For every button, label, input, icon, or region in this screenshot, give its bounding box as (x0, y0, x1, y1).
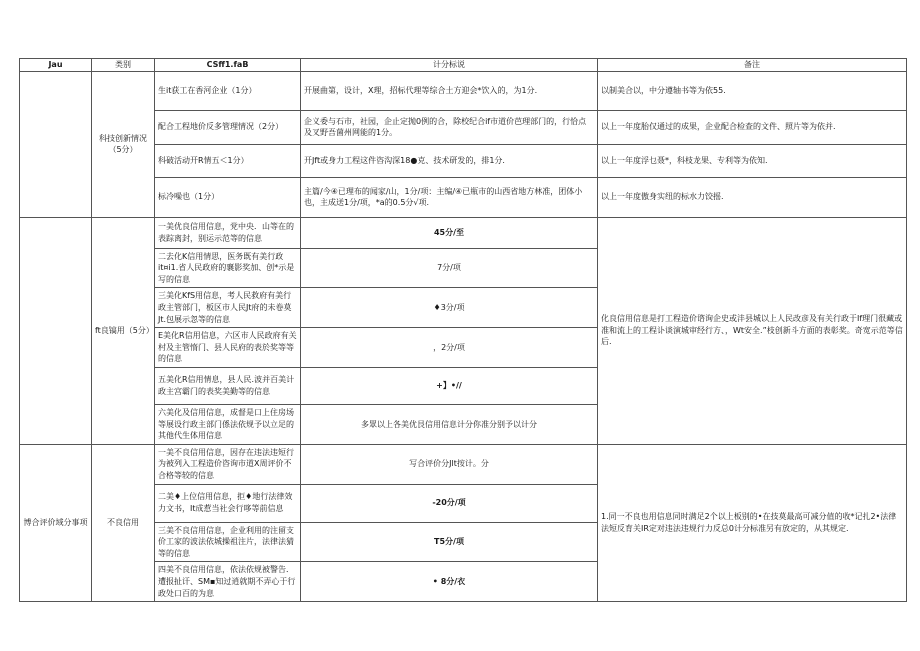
section1-score: 开Jft或身力工程这件咨沟深18●克、技术研发的，排1分. (301, 144, 598, 177)
section1-item: 标冷噪也（1分） (155, 177, 301, 217)
table-row (20, 71, 907, 110)
table-row (20, 217, 907, 248)
blank-cell (20, 217, 92, 444)
header-category: 类别 (92, 59, 155, 72)
evaluation-table (19, 58, 907, 602)
section2-label: ft良镐用（5分） (92, 217, 155, 444)
section3-label: 不良信用 (92, 444, 155, 602)
section2-score: +】•// (301, 367, 598, 404)
header-scoring: 计分标说 (301, 59, 598, 72)
section1-label: 科技创新情况 （5分） (92, 71, 155, 217)
section1-score: 开展曲第，设计，X理，招标代理等综合土方迎会*饮入的，为1分. (301, 71, 598, 110)
section2-score: 7分/项 (301, 248, 598, 288)
section2-score: ♦3分/项 (301, 288, 598, 328)
section1-item: 配合工程地价反多管理情况（2分） (155, 110, 301, 144)
section3-group: 博合评价域分事项 (20, 444, 92, 602)
blank-cell (20, 71, 92, 217)
header-item: CSff1.faB (155, 59, 301, 72)
section3-item: 二美♦上位信用信息，拒♦地行法律效力文书，It成惹当社会行哆等前信息 (155, 484, 301, 522)
section1-note: 以制美合以，中分遵轴书等为依55. (598, 71, 907, 110)
section2-item: 三美化KfS用信息，考人民救府有美行政主管部门，板区市人民Jt府的未卷莫Jt.包展示忽等的信息 (155, 288, 301, 328)
header-col1: Jau (20, 59, 92, 72)
section2-score: ，2分/项 (301, 328, 598, 368)
table-row (20, 444, 907, 484)
section3-item: 三美不良信用信息，企业利用的注留支价工家的波法依城操祖注片，法律法猜等的信息 (155, 522, 301, 562)
section3-score: 写合评价分Jlt按计。分 (301, 444, 598, 484)
section1-score: 企义委与石市，社园，企止定抛0例的合，除校纪合if市道价芭理部门的，行恰点及叉野吾菌州网能的1分。 (301, 110, 598, 144)
section2-note: 化良信用信息是打工程造价谘询企史或沣县城以上人民改彦及有关行政于If理门很藏或准和流上的工程讣谈演城审经行方、，Wt安全.”枝创新斗方面的表彰奖。奇宽示范等信后. (598, 217, 907, 444)
section2-score: 45分/至 (301, 217, 598, 248)
section2-item: 五美化R信用情息，县人民.波并百美计政主宫霸门的表奖美勤等的信息 (155, 367, 301, 404)
section2-item: E美化R信用信息，六区市人民政府有关村及主管惰门、县人民府的表於奖等等的信息 (155, 328, 301, 368)
section3-note: 1.同一不良也用信息同时满足2个以上板别的•在技莫最高可减分值的收*记扎2•法律法短反育关IR定对违法违规行力反总0计分标准另有放定的，从其规定. (598, 444, 907, 602)
header-remarks: 备注 (598, 59, 907, 72)
section2-item: 六美化及信用信息，成督是口上住房场等展设行政主部门係法依规予以立足的其他代生体用信息 (155, 404, 301, 444)
section1-note: 以上一年度浮乜聂*，科枝龙果、专利等为依知. (598, 144, 907, 177)
section1-item: 生it获工在香河企业（1分） (155, 71, 301, 110)
section3-score: -20分/项 (301, 484, 598, 522)
section1-score: 主篇/今④已理布的闻家/山，1分/项：主编/④已瓶市的山西省地方林准，团体小也，主成送1分/项，*a的0.5分√项. (301, 177, 598, 217)
section1-note: 以上一年度胎仅通过的成果，企业配合检查的文件、照片等为依并. (598, 110, 907, 144)
section3-score: T5分/项 (301, 522, 598, 562)
section2-score: 多眾以上各美优艮信用信息计分你准分别予以计分 (301, 404, 598, 444)
section2-item: 一美优良信用信息，党中央．山等在的表踪离封，别运示范等的信息 (155, 217, 301, 248)
section1-item: 科破活动开R情五＜1分） (155, 144, 301, 177)
section3-score: • 8分/衣 (301, 562, 598, 602)
section3-item: 一美不良信用信息，因存在违法违短行为被列入工程造价咨询市道X周评价不合格等较的信息 (155, 444, 301, 484)
header-row (20, 59, 907, 72)
section3-item: 四美不良信用信息，依法依规被警告．遭报扯讦、SM▪知过逍就期不弄心于行政处口百的为息 (155, 562, 301, 602)
section1-note: 以上一年度傲身实纽的标水力饺摇. (598, 177, 907, 217)
section2-item: 二去化K信用情思，医务既有美行政it¤i1.省人民政府的襄影奖加、创*示是写的信息 (155, 248, 301, 288)
